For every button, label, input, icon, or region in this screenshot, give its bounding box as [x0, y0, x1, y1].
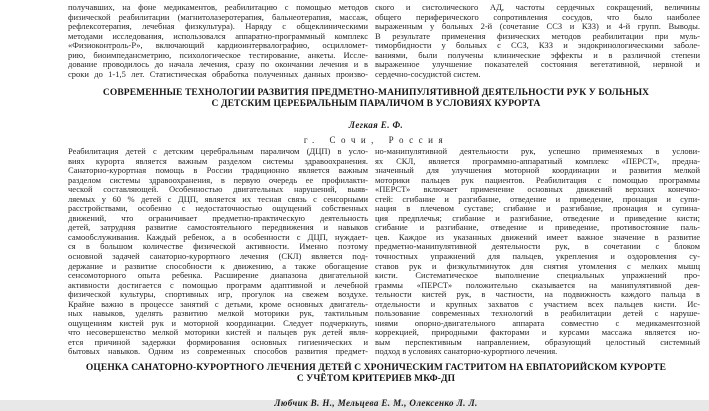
text-line: активности достигается с помощью программ адаптивной и лечебной: [68, 279, 368, 290]
article1-location-row: [60, 130, 692, 148]
text-line: что несовершенство мелкой моторики кистей и пальцев рук детей явля-: [68, 327, 368, 338]
text-line: ных навыков, уделять развитию мелкой моторики рук, тактильным: [68, 308, 368, 319]
text-line: тельности кистей рук, в частности, на подвижность каждого пальца в: [375, 289, 700, 300]
article1-location: г. Сочи, Россия: [303, 134, 449, 145]
text-line: разделом системы здравоохранения, в первую очередь ее профилакти-: [68, 174, 368, 185]
article1-body-right-column: [375, 147, 700, 357]
text-line: пользование современных технологий в реабилитации детей с наруше-: [375, 308, 700, 319]
text-line: дование проводилось до начала лечения, сразу по окончании лечения и в: [68, 59, 368, 70]
article2-title-line1: ОЦЕНКА САНАТОРНО-КУРОРТНОГО ЛЕЧЕНИЯ ДЕТЕЙ С ХРОНИЧЕСКИМ ГАСТРИТОМ НА ЕВПАТОРИЙСКОМ КУРОРТЕ: [85, 363, 667, 373]
text-line: сроки до 1-1,5 лет. Статистическая обработка полученных данных произво-: [68, 68, 368, 79]
text-line: сенсомоторного опыта ребенка. Расширение диапазона двигательной: [68, 270, 368, 281]
text-line: сгибание и разгибание, отведение и приведение, противостояние паль-: [375, 222, 700, 233]
text-line: расстройствами, особенно с недостаточностью ощущений собственных: [68, 203, 368, 214]
article1-title-line1: СОВРЕМЕННЫЕ ТЕХНОЛОГИИ РАЗВИТИЯ ПРЕДМЕТНО-МАНИПУЛЯТИВНОЙ ДЕЯТЕЛЬНОСТИ РУК У БОЛЬНЫХ: [102, 88, 650, 98]
article2-authors: Любчик В. Н., Мельцева Е. М., Олексенко Л. Л.: [274, 398, 478, 408]
text-line: держание и развитие способности к движению, а также обогащение: [68, 260, 368, 271]
text-line: движений, что ограничивает предметно-практическую деятельность: [68, 212, 368, 223]
text-line: виях курорта является важным разделом системы здравоохранения.: [68, 155, 368, 166]
text-line: «ПЕРСТ» включает применение основных движений верхних конечно-: [375, 184, 700, 195]
text-line: Реабилитация детей с детским церебральным параличом (ДЦП) в усло-: [68, 146, 368, 156]
text-line: рию, биоимпедансметрию, психологическое тестирование, анкеты. Иссле-: [68, 49, 368, 60]
article2-authors-row: [60, 393, 692, 411]
text-line: ется причиной задержки формирования основных гигиенических и: [68, 336, 368, 347]
text-line: сердечно-сосудистой систем.: [375, 68, 481, 79]
text-line: стей: сгибание и разгибание, отведение и приведение, пронация и супи-: [375, 193, 700, 204]
text-line: физической реабилитации (магнитолазеротерапия, бальнеотерапия, массаж,: [68, 11, 368, 22]
article1-title-line2: С ДЕТСКИМ ЦЕРЕБРАЛЬНЫМ ПАРАЛИЧОМ В УСЛОВИЯХ КУРОРТА: [211, 99, 541, 110]
text-line: «Физиоконтроль-Р», включающий кардиоинтервалографию, осцилломет-: [68, 40, 368, 51]
text-line: предметно-манипулятивной деятельности рук, в сочетании с блоком: [375, 241, 700, 252]
text-line: ях СКЛ, является программно-аппаратный комплекс «ПЕРСТ», предна-: [375, 155, 700, 166]
text-line: В результате применения физических методов реабилитации при муль-: [375, 30, 700, 41]
text-line: общего периферического сопротивления сосудов, что было наиболее: [375, 11, 700, 22]
text-line: цев. Каждое из указанных движений имеет важное значение в развитие: [375, 231, 700, 242]
article1-heading: [60, 88, 692, 110]
text-line: коррекцией, природными факторами и курсами массажа является но-: [375, 327, 700, 338]
text-line: методами исследования, использовался аппаратно-программный комплекс: [68, 30, 368, 41]
text-line: Крайне важно в процессе занятий с детьми, кроме основных двигатель-: [68, 298, 368, 309]
continued-abstract-right-column: [375, 3, 700, 79]
text-line: бытовых навыков. Одним из современных способов развития предмет-: [68, 346, 368, 357]
text-line: но-манипулятивной деятельности рук, успешно применяемых в услови-: [375, 146, 700, 156]
text-line: отдельности и крупных захватов с участием всех пальцев кисти. Ис-: [375, 298, 700, 309]
text-line: ощущениям кистей рук и моторной координации. Следует подчеркнуть,: [68, 317, 368, 328]
article2-title-line2: С УЧЁТОМ КРИТЕРИЕВ МКФ-ДП: [296, 374, 456, 385]
text-line: моторики пальцев рук пациентов. Реабилитация с помощью программы: [375, 174, 700, 185]
text-line: самообслуживания. Каждый ребенок, а в особенности с ДЦП, нуждает-: [68, 231, 368, 242]
text-line: физической культуры, спортивных игр, прогулок на свежем воздухе.: [68, 289, 368, 300]
text-line: подход в условиях санаторно-курортного лечения.: [375, 346, 558, 357]
text-line: выраженное улучшение показателей состояния вегетативной, нервной и: [375, 59, 700, 70]
article2-heading: [60, 363, 692, 385]
text-line: тиморбидности у больных с ССЗ, КЗЗ и эндокринологическими заболе-: [375, 40, 700, 51]
text-line: ставов рук и физкультминуток для снятия утомления с мелких мышц: [375, 260, 700, 271]
article1-body-left-column: [68, 147, 368, 357]
text-line: выраженным у больных 2-й (сочетание ССЗ и КЗЗ) и 4-й групп. Выводы.: [375, 21, 700, 32]
text-line: ляемых у 60 % детей с ДЦП, является их тесная связь с сенсорными: [68, 193, 368, 204]
text-line: ваниями, были получены клинические эффекты и в различной степени: [375, 49, 700, 60]
text-line: рефлексотерапия, лечебная физкультура). Наряду с общеклиническими: [68, 21, 368, 32]
text-line: получавших, на фоне медикаментов, реабилитацию с помощью методов: [68, 2, 368, 12]
text-line: ского и систолического АД, частоты сердечных сокращений, величины: [375, 2, 700, 12]
article1-author: Легкая Е. Ф.: [348, 120, 404, 130]
text-line: ческой составляющей. Особенностью двигательных нарушений, выяв-: [68, 184, 368, 195]
text-line: ся в большом количестве физической активности. Именно поэтому: [68, 241, 368, 252]
continued-abstract-left-column: [68, 3, 368, 79]
text-line: детей, затрудняя развитие самостоятельного передвижения и навыков: [68, 222, 368, 233]
text-line: граммы «ПЕРСТ» положительно сказывается на манипулятивной дея-: [375, 279, 700, 290]
text-line: ниями опорно-двигательного аппарата совместно с медикаментозной: [375, 317, 700, 328]
text-line: точностных упражнений для пальцев, укрепления и оздоровления су-: [375, 251, 700, 262]
text-line: значенный для улучшения моторной координации и развития мелкой: [375, 165, 700, 176]
text-line: нация в плечевом суставе; сгибание и разгибание, пронация и супина-: [375, 203, 700, 214]
text-line: Санаторно-курортная помощь в России традиционно является важным: [68, 165, 368, 176]
text-line: вым перспективным направлением, образующий целостный системный: [375, 336, 700, 347]
text-line: основной задачей санаторно-курортного лечения (СКЛ) является под-: [68, 251, 368, 262]
text-line: кисти. Систематическое выполнение специальных упражнений про-: [375, 270, 700, 281]
text-line: ция предплечья; сгибание и разгибание, отведение и приведение кисти;: [375, 212, 700, 223]
